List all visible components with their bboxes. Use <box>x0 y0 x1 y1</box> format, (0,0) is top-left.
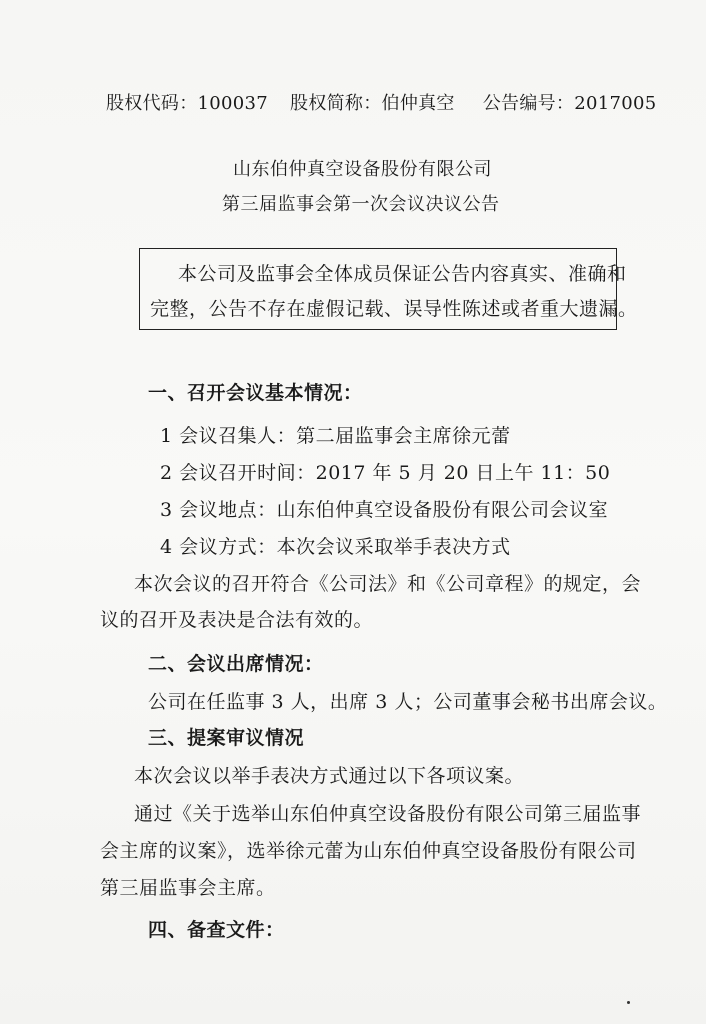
section-heading-2: 二、会议出席情况： <box>148 653 324 675</box>
resolution-paragraph-line-1: 通过《关于选举山东伯仲真空设备股份有限公司第三届监事 <box>134 803 642 825</box>
stock-code: 股权代码：100037 <box>106 93 269 114</box>
meeting-location: 3 会议地点：山东伯仲真空设备股份有限公司会议室 <box>160 499 609 521</box>
legality-paragraph-line-2: 议的召开及表决是合法有效的。 <box>100 609 374 631</box>
legality-paragraph-line-1: 本次会议的召开符合《公司法》和《公司章程》的规定，会 <box>134 573 642 595</box>
attendance-paragraph: 公司在任监事 3 人，出席 3 人；公司董事会秘书出席会议。 <box>148 691 668 713</box>
meeting-time: 2 会议召开时间：2017 年 5 月 20 日上午 11：50 <box>160 462 611 484</box>
section-heading-1: 一、召开会议基本情况： <box>148 382 363 404</box>
stock-name: 股权简称：伯仲真空 <box>290 93 455 114</box>
announcement-title: 第三届监事会第一次会议决议公告 <box>222 194 500 215</box>
document-header <box>106 92 656 116</box>
notice-number: 公告编号：2017005 <box>482 93 657 114</box>
company-title: 山东伯仲真空设备股份有限公司 <box>233 159 492 180</box>
meeting-convener: 1 会议召集人：第二届监事会主席徐元蕾 <box>160 425 511 447</box>
voting-paragraph: 本次会议以举手表决方式通过以下各项议案。 <box>134 765 525 787</box>
disclaimer-line-2: 完整，公告不存在虚假记载、误导性陈述或者重大遗漏。 <box>150 298 638 320</box>
section-heading-3: 三、提案审议情况 <box>148 727 305 749</box>
resolution-paragraph-line-2: 会主席的议案》，选举徐元蕾为山东伯仲真空设备股份有限公司 <box>100 840 637 862</box>
scan-speck <box>627 1001 630 1004</box>
meeting-method: 4 会议方式：本次会议采取举手表决方式 <box>160 536 511 558</box>
resolution-paragraph-line-3: 第三届监事会主席。 <box>100 877 276 899</box>
disclaimer-line-1: 本公司及监事会全体成员保证公告内容真实、准确和 <box>178 263 627 285</box>
section-heading-4: 四、备查文件： <box>148 919 285 941</box>
